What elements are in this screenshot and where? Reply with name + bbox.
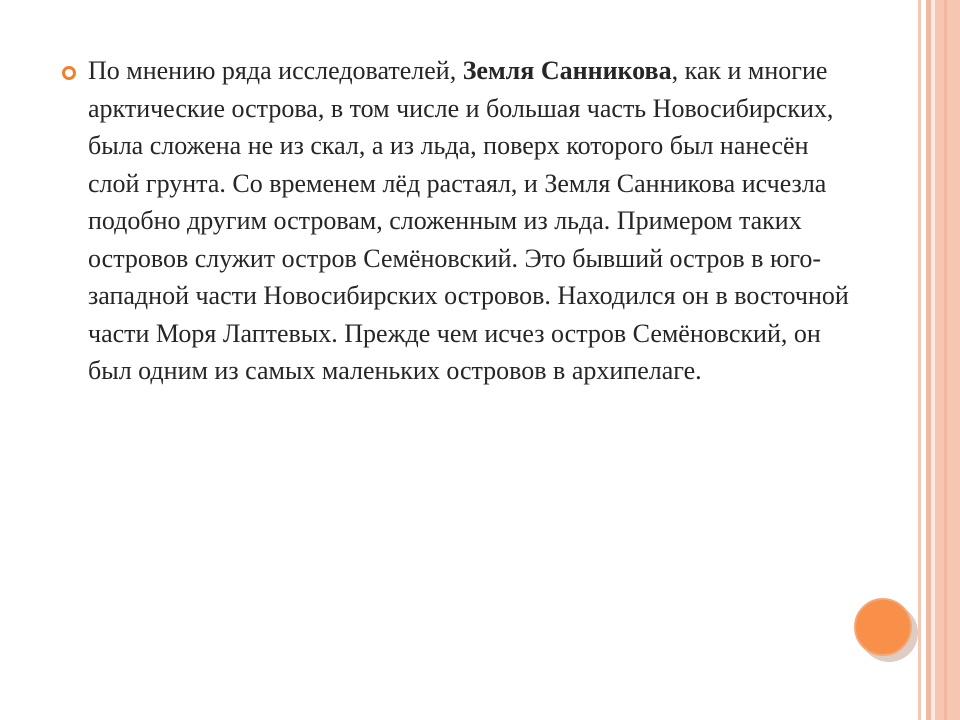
bullet-item <box>62 52 852 390</box>
orange-circle-icon <box>854 598 912 656</box>
decorative-stripe <box>944 0 947 720</box>
slide-content <box>62 52 852 390</box>
decorative-stripe <box>935 0 960 720</box>
paragraph-part1: По мнению ряда исследователей, <box>88 56 463 85</box>
paragraph-part2: , как и многие арктические острова, в том числе и большая часть Новосибирских, была сложена не из скал, а из льда, поверх которого был нанесён слой грунта. Со временем лёд растаял, и Земля Санникова исчезла подобно другим островам, сложенным из льда. Примером таких островов служит остров Семёновский. Это бывший остров в юго-западной части Новосибирских островов. Находился он в восточной части Моря Лаптевых. Прежде чем исчез остров Семёновский, он был одним из самых маленьких островов в архипелаге. <box>88 56 849 385</box>
paragraph-bold-term: Земля Санникова <box>462 56 672 85</box>
paragraph-text <box>88 52 852 390</box>
ring-bullet-icon <box>62 66 76 80</box>
decorative-stripe <box>918 0 921 720</box>
